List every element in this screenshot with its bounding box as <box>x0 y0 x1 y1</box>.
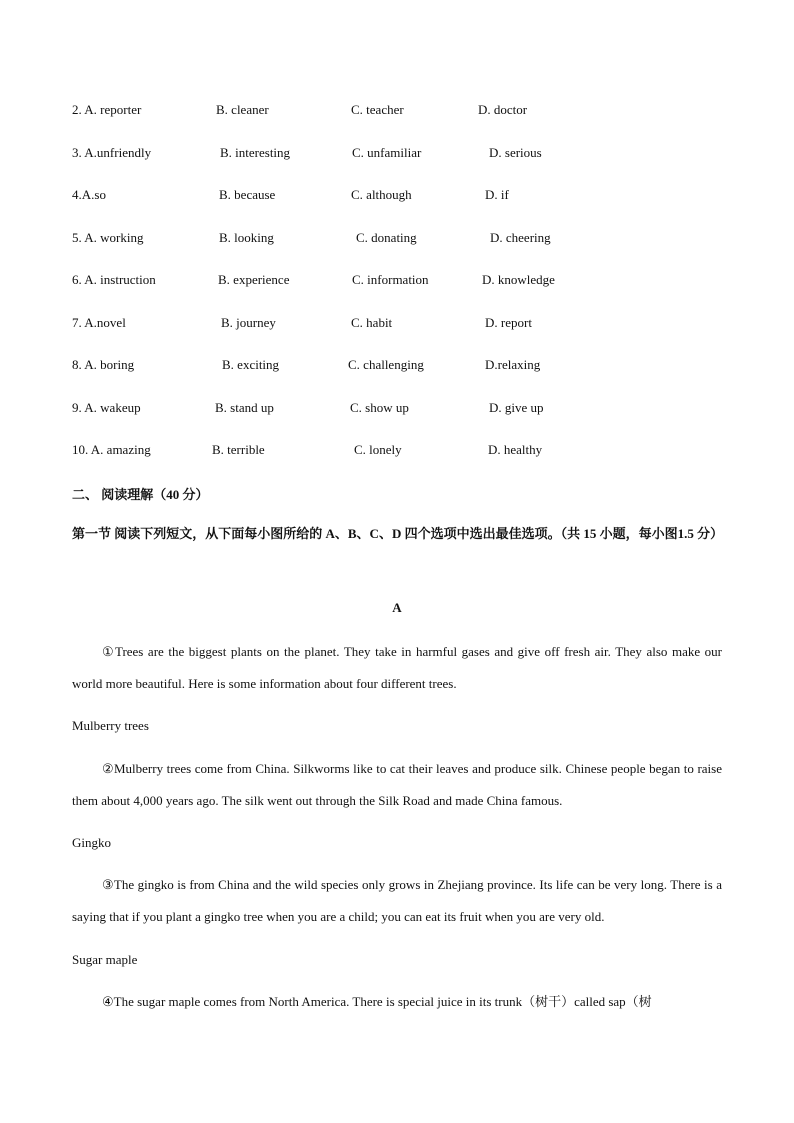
option-b: B. looking <box>219 230 274 245</box>
option-a: 3. A.unfriendly <box>72 145 152 160</box>
option-c: C. although <box>351 187 412 202</box>
option-c: C. unfamiliar <box>352 145 422 160</box>
option-c: C. teacher <box>351 102 404 117</box>
option-a: 9. A. wakeup <box>72 400 141 415</box>
option-c: C. habit <box>351 315 393 330</box>
option-a: 7. A.novel <box>72 315 126 330</box>
option-b: B. stand up <box>215 400 274 415</box>
section-title: 二、 阅读理解（40 分） <box>72 487 209 502</box>
paragraph-1: ①Trees are the biggest plants on the planet. They take in harmful gases and give off fresh air. They also make our world more beautiful. Here is some information about four different trees. <box>72 644 722 691</box>
option-b: B. exciting <box>222 357 280 372</box>
option-b: B. experience <box>218 272 290 287</box>
option-c: C. lonely <box>354 442 402 457</box>
option-c: C. challenging <box>348 357 424 372</box>
option-d: D. knowledge <box>482 272 555 287</box>
option-d: D.relaxing <box>485 357 541 372</box>
option-d: D. cheering <box>490 230 551 245</box>
paragraph-2: ②Mulberry trees come from China. Silkworms like to cat their leaves and produce silk. Chinese people began to raise them about 4,000 years ago. The silk went out through the Silk Road and made China famous. <box>72 761 722 808</box>
option-a: 8. A. boring <box>72 357 135 372</box>
paragraph-3: ③The gingko is from China and the wild species only grows in Zhejiang province. Its life can be very long. There is a saying that if you plant a gingko tree when you are a child; you can eat its fruit when you are very old. <box>72 877 722 924</box>
option-d: D. healthy <box>488 442 543 457</box>
option-a: 6. A. instruction <box>72 272 156 287</box>
paragraph-4: ④The sugar maple comes from North America. There is special juice in its trunk（树干）called sap（树 <box>102 994 652 1009</box>
section-instruction: 第一节 阅读下列短文，从下面每小图所给的 A、B、C、D 四个选项中选出最佳选项。（共 15 小题，每小图1.5 分） <box>72 526 724 541</box>
option-d: D. serious <box>489 145 542 160</box>
option-c: C. donating <box>356 230 417 245</box>
option-b: B. interesting <box>220 145 291 160</box>
subheading-sugar-maple: Sugar maple <box>72 952 138 967</box>
option-a: 5. A. working <box>72 230 144 245</box>
option-d: D. doctor <box>478 102 528 117</box>
option-b: B. because <box>219 187 276 202</box>
option-c: C. information <box>352 272 429 287</box>
subheading-mulberry: Mulberry trees <box>72 718 149 733</box>
passage-title: A <box>392 600 402 615</box>
option-a: 4.A.so <box>72 187 106 202</box>
option-b: B. cleaner <box>216 102 269 117</box>
option-d: D. report <box>485 315 532 330</box>
option-c: C. show up <box>350 400 409 415</box>
option-b: B. terrible <box>212 442 265 457</box>
option-a: 2. A. reporter <box>72 102 142 117</box>
option-b: B. journey <box>221 315 276 330</box>
subheading-gingko: Gingko <box>72 835 111 850</box>
option-d: D. give up <box>489 400 544 415</box>
option-d: D. if <box>485 187 509 202</box>
option-a: 10. A. amazing <box>72 442 151 457</box>
